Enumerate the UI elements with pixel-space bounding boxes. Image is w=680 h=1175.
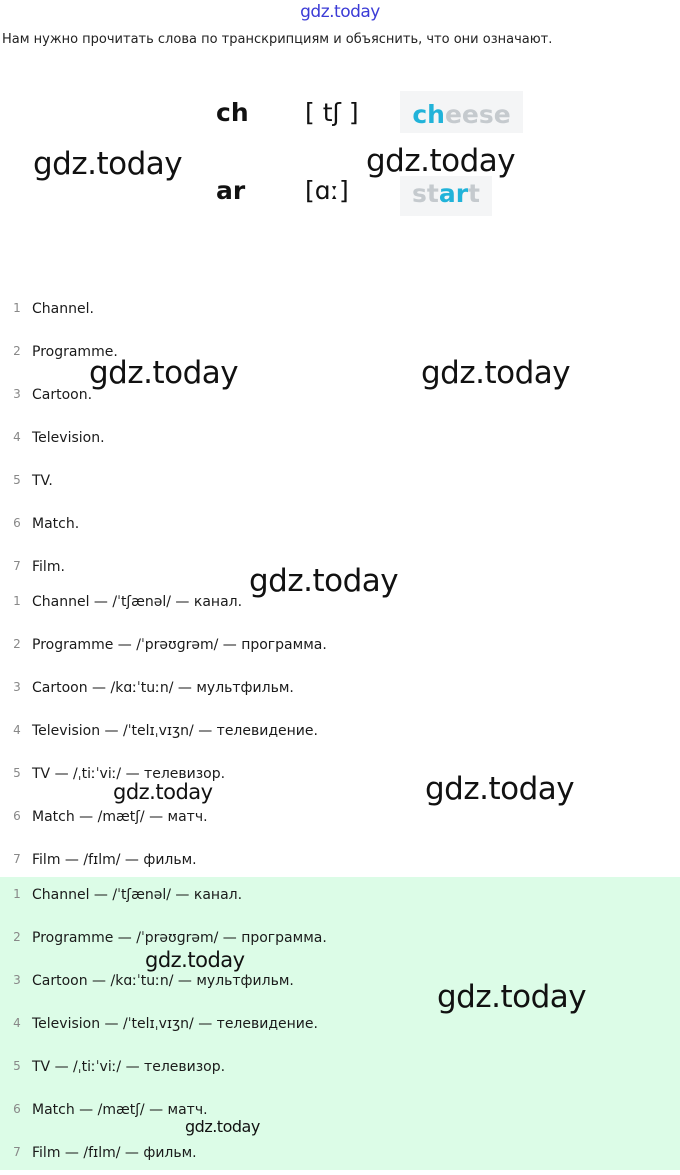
item-number: 6 <box>13 516 21 530</box>
list-item <box>0 874 680 917</box>
phonics-sound-ar: [ɑː] <box>305 176 349 205</box>
list-item <box>0 667 680 710</box>
list-item <box>0 1046 680 1089</box>
item-number: 1 <box>13 301 21 315</box>
list-item <box>0 917 680 960</box>
task-text: Нам нужно прочитать слова по транскрипциям и объяснить, что они означают. <box>2 32 553 47</box>
item-number: 4 <box>13 723 21 737</box>
watermark: gdz.today <box>421 355 571 391</box>
item-number: 2 <box>13 344 21 358</box>
item-text: Television — /ˈtelɪˌvɪʒn/ — телевидение. <box>32 723 318 739</box>
item-number: 5 <box>13 1059 21 1073</box>
watermark: gdz.today <box>33 146 183 182</box>
item-text: Film — /fɪlm/ — фильм. <box>32 1145 197 1161</box>
watermark: gdz.today <box>185 1117 260 1136</box>
list-item <box>0 796 680 839</box>
list-item <box>0 288 680 331</box>
item-number: 6 <box>13 1102 21 1116</box>
item-text: Cartoon — /kɑːˈtuːn/ — мультфильм. <box>32 680 294 696</box>
phonics-letters-ar: ar <box>216 176 246 205</box>
item-text: Film — /fɪlm/ — фильм. <box>32 852 197 868</box>
answer-list <box>0 581 680 877</box>
item-text: Programme — /ˈprəʊɡrəm/ — программа. <box>32 637 327 653</box>
item-number: 4 <box>13 1016 21 1030</box>
item-number: 7 <box>13 852 21 866</box>
watermark: gdz.today <box>249 563 399 599</box>
item-number: 2 <box>13 637 21 651</box>
item-number: 3 <box>13 973 21 987</box>
list-item <box>0 417 680 460</box>
list-item <box>0 710 680 753</box>
item-text: Film. <box>32 559 65 575</box>
site-header[interactable]: gdz.today <box>300 2 380 22</box>
list-item <box>0 624 680 667</box>
item-text: Cartoon — /kɑːˈtuːn/ — мультфильм. <box>32 973 294 989</box>
watermark: gdz.today <box>425 771 575 807</box>
watermark: gdz.today <box>437 979 587 1015</box>
watermark: gdz.today <box>366 143 516 179</box>
item-text: Match — /mætʃ/ — матч. <box>32 1102 208 1118</box>
item-number: 4 <box>13 430 21 444</box>
item-text: Programme — /ˈprəʊɡrəm/ — программа. <box>32 930 327 946</box>
item-text: Match. <box>32 516 80 532</box>
item-number: 6 <box>13 809 21 823</box>
list-item <box>0 503 680 546</box>
item-text: Channel — /ˈtʃænəl/ — канал. <box>32 887 243 903</box>
item-number: 3 <box>13 680 21 694</box>
phonics-example-start <box>400 176 492 216</box>
example-after: t <box>468 179 480 208</box>
item-number: 3 <box>13 387 21 401</box>
watermark: gdz.today <box>89 355 239 391</box>
watermark: gdz.today <box>145 948 245 972</box>
phonics-letters-ch: ch <box>216 98 249 127</box>
item-text: Channel — /ˈtʃænəl/ — канал. <box>32 594 243 610</box>
item-text: TV — /ˌtiːˈviː/ — телевизор. <box>32 1059 226 1075</box>
item-text: TV — /ˌtiːˈviː/ — телевизор. <box>32 766 226 782</box>
item-number: 2 <box>13 930 21 944</box>
example-before: st <box>412 179 439 208</box>
item-number: 7 <box>13 559 21 573</box>
list-item <box>0 460 680 503</box>
item-number: 1 <box>13 594 21 608</box>
item-number: 5 <box>13 766 21 780</box>
item-number: 5 <box>13 473 21 487</box>
item-text: Programme. <box>32 344 118 360</box>
phonics-example-cheese <box>400 91 523 133</box>
word-list <box>0 288 680 589</box>
answer-list-highlighted <box>0 877 680 1170</box>
list-item <box>0 1089 680 1132</box>
list-item <box>0 753 680 796</box>
watermark: gdz.today <box>113 780 213 804</box>
item-text: Channel. <box>32 301 94 317</box>
example-rest: eese <box>444 100 511 129</box>
phonics-sound-ch: [ tʃ ] <box>305 98 359 127</box>
item-text: Match — /mætʃ/ — матч. <box>32 809 208 825</box>
item-text: TV. <box>32 473 53 489</box>
item-text: Cartoon. <box>32 387 93 403</box>
item-text: Television — /ˈtelɪˌvɪʒn/ — телевидение. <box>32 1016 318 1032</box>
example-highlight: ar <box>438 179 469 208</box>
item-text: Television. <box>32 430 105 446</box>
example-highlight: ch <box>412 100 445 129</box>
item-number: 7 <box>13 1145 21 1159</box>
item-number: 1 <box>13 887 21 901</box>
list-item <box>0 1132 680 1175</box>
